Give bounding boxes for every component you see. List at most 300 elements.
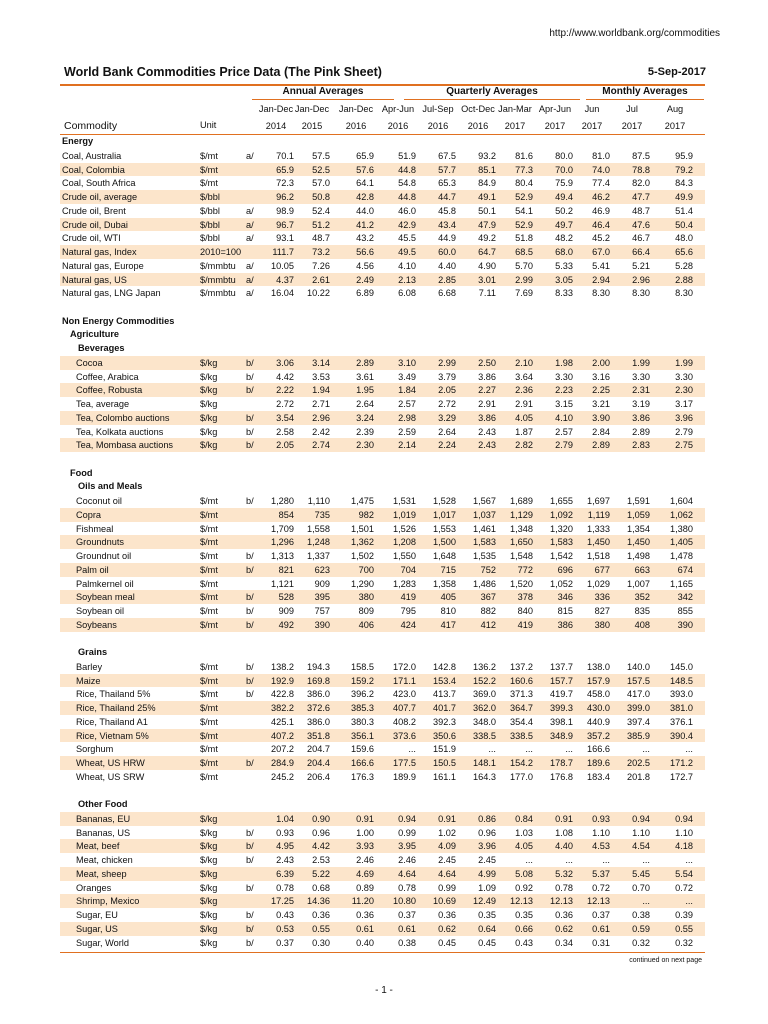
value-cell: 49.5 (398, 247, 416, 257)
value-cell: 3.96 (478, 841, 496, 852)
value-cell: 381.0 (670, 703, 693, 713)
commodity-name: Fishmeal (76, 523, 114, 534)
value-cell: 8.30 (592, 288, 610, 299)
value-cell: 354.4 (510, 716, 533, 727)
value-cell: 1,337 (307, 551, 330, 561)
value-cell: 1.08 (555, 827, 573, 838)
value-cell: 157.9 (587, 675, 610, 686)
value-cell: 735 (314, 509, 330, 520)
value-cell: 1,689 (510, 496, 533, 506)
value-cell: 159.6 (351, 744, 374, 755)
value-cell: 1,535 (473, 551, 496, 561)
value-cell: 424 (400, 619, 416, 630)
value-cell: 385.3 (351, 703, 374, 713)
value-cell: 192.9 (271, 675, 294, 686)
value-cell: 172.0 (393, 661, 416, 672)
unit-cell: $/kg (200, 813, 218, 824)
table-row (60, 383, 705, 397)
unit-cell: $/kg (200, 868, 218, 879)
value-cell: 0.62 (438, 923, 456, 934)
value-cell: 2.42 (312, 426, 330, 437)
value-cell: 2.72 (438, 399, 456, 409)
value-cell: 5.32 (555, 868, 573, 879)
value-cell: 338.5 (473, 730, 496, 741)
value-cell: 0.86 (478, 813, 496, 824)
column-header-period: Oct-Dec (461, 104, 495, 114)
value-cell: 164.3 (473, 771, 496, 782)
value-cell: 3.19 (632, 399, 650, 409)
commodity-name: Shrimp, Mexico (76, 896, 140, 907)
value-cell: 1.95 (356, 385, 374, 396)
value-cell: 46.2 (592, 192, 610, 202)
value-cell: 1,558 (307, 523, 330, 534)
value-cell: 810 (440, 606, 456, 616)
commodity-name: Crude oil, WTI (62, 233, 121, 244)
value-cell: 8.30 (675, 288, 693, 299)
table-row (60, 245, 705, 259)
value-cell: 422.8 (271, 689, 294, 700)
value-cell: 0.72 (592, 882, 610, 893)
value-cell: 177.0 (510, 771, 533, 782)
unit-cell: $/mt (200, 675, 218, 686)
value-cell: 72.3 (276, 178, 294, 189)
value-cell: 392.3 (433, 716, 456, 727)
unit-cell: $/mt (200, 509, 218, 520)
table-row (60, 715, 705, 729)
note-cell: b/ (246, 385, 254, 396)
value-cell: 2.43 (478, 440, 496, 451)
value-cell: 98.9 (276, 205, 294, 216)
commodity-name: Oranges (76, 882, 112, 893)
value-cell: 1,248 (307, 537, 330, 548)
value-cell: 0.37 (398, 910, 416, 920)
value-cell: 430.0 (587, 703, 610, 713)
value-cell: 350.6 (433, 730, 456, 741)
value-cell: 417 (440, 619, 456, 630)
value-cell: 0.32 (632, 937, 650, 948)
value-cell: 423.0 (393, 689, 416, 700)
value-cell: 0.94 (398, 813, 416, 824)
table-row (60, 149, 705, 163)
value-cell: 380.3 (351, 716, 374, 727)
value-cell: 4.90 (478, 260, 496, 271)
commodity-name: Groundnut oil (76, 551, 132, 561)
value-cell: 0.45 (478, 937, 496, 948)
value-cell: ... (565, 744, 573, 755)
commodity-name: Sugar, World (76, 937, 129, 948)
value-cell: 2.79 (675, 426, 693, 437)
value-cell: 45.2 (592, 233, 610, 244)
unit-cell: $/mt (200, 758, 218, 768)
unit-cell: $/kg (200, 937, 218, 948)
unit-cell: $/bbl (200, 192, 220, 202)
value-cell: 1,450 (587, 537, 610, 548)
value-cell: 408.2 (393, 716, 416, 727)
value-cell: 82.0 (632, 178, 650, 189)
value-cell: 3.24 (356, 412, 374, 423)
commodity-name: Wheat, US SRW (76, 771, 145, 782)
value-cell: 3.86 (632, 412, 650, 423)
value-cell: 2.22 (276, 385, 294, 396)
value-cell: 2.36 (515, 385, 533, 396)
value-cell: 2.79 (555, 440, 573, 451)
value-cell: 3.49 (398, 371, 416, 382)
value-cell: 0.96 (478, 827, 496, 838)
table-row (60, 590, 705, 604)
unit-cell: $/mt (200, 551, 218, 561)
value-cell: 0.94 (675, 813, 693, 824)
unit-cell: $/bbl (200, 205, 220, 216)
unit-cell: $/mt (200, 564, 218, 575)
note-cell: b/ (246, 440, 254, 451)
value-cell: 5.70 (515, 260, 533, 271)
value-cell: ... (642, 744, 650, 755)
note-cell: b/ (246, 827, 254, 838)
commodity-name: Coffee, Robusta (76, 385, 143, 396)
value-cell: 395 (314, 592, 330, 603)
unit-cell: $/bbl (200, 233, 220, 244)
value-cell: 1,348 (510, 523, 533, 534)
value-cell: 166.6 (587, 744, 610, 755)
source-url[interactable]: http://www.worldbank.org/commodities (549, 28, 720, 39)
value-cell: 10.80 (393, 896, 416, 907)
value-cell: 4.10 (398, 260, 416, 271)
note-cell: a/ (246, 260, 254, 271)
unit-cell: $/mt (200, 661, 218, 672)
value-cell: 201.8 (627, 771, 650, 782)
value-cell: 371.3 (510, 689, 533, 700)
value-cell: 1,550 (393, 551, 416, 561)
unit-cell: 2010=100 (200, 247, 242, 257)
value-cell: 0.53 (276, 923, 294, 934)
value-cell: 49.9 (675, 192, 693, 202)
value-cell: ... (525, 855, 533, 865)
table-row (60, 204, 705, 218)
value-cell: 458.0 (587, 689, 610, 700)
value-cell: 390 (314, 619, 330, 630)
value-cell: 154.2 (510, 758, 533, 768)
value-cell: 111.7 (272, 247, 294, 257)
table-row (60, 273, 705, 287)
value-cell: 171.2 (670, 758, 693, 768)
value-cell: 2.43 (478, 426, 496, 437)
value-cell: 1,358 (433, 578, 456, 589)
value-cell: 52.9 (515, 192, 533, 202)
value-cell: 2.10 (515, 357, 533, 368)
column-header-year: 2016 (345, 121, 367, 131)
value-cell: 1,478 (670, 551, 693, 561)
value-cell: 87.5 (632, 150, 650, 161)
value-cell: 1,362 (351, 537, 374, 548)
value-cell: 417.0 (627, 689, 650, 700)
value-cell: 41.2 (356, 219, 374, 230)
unit-cell: $/mt (200, 716, 218, 727)
value-cell: 2.64 (438, 426, 456, 437)
value-cell: 77.4 (592, 178, 610, 189)
value-cell: 245.2 (271, 771, 294, 782)
value-cell: 1.99 (675, 357, 693, 368)
column-header-year: 2016 (427, 121, 449, 131)
value-cell: 2.85 (438, 274, 456, 285)
value-cell: 166.6 (351, 758, 374, 768)
section-heading: Grains (78, 647, 108, 657)
value-cell: 1.94 (312, 385, 330, 396)
value-cell: 0.62 (555, 923, 573, 934)
value-cell: 3.06 (276, 357, 294, 368)
value-cell: 5.21 (632, 260, 650, 271)
value-cell: 419 (517, 619, 533, 630)
value-cell: 85.1 (478, 164, 496, 175)
value-cell: 882 (480, 606, 496, 616)
column-header-year: 2017 (544, 121, 566, 131)
value-cell: 715 (440, 564, 456, 575)
value-cell: 0.39 (675, 910, 693, 920)
value-cell: 352 (634, 592, 650, 603)
value-cell: 68.5 (515, 247, 533, 257)
value-cell: 1,354 (627, 523, 650, 534)
unit-cell: $/kg (200, 357, 218, 368)
value-cell: 342 (677, 592, 693, 603)
value-cell: 2.49 (356, 274, 374, 285)
unit-cell: $/kg (200, 371, 218, 382)
column-header-period: Jul (626, 104, 638, 114)
value-cell: 42.8 (356, 192, 374, 202)
value-cell: 204.4 (307, 758, 330, 768)
value-cell: 152.2 (473, 675, 496, 686)
value-cell: 2.30 (356, 440, 374, 451)
value-cell: 795 (400, 606, 416, 616)
table-row (60, 742, 705, 756)
value-cell: 0.70 (632, 882, 650, 893)
value-cell: 2.71 (312, 399, 330, 409)
value-cell: 14.36 (307, 896, 330, 907)
commodity-name: Crude oil, Brent (62, 205, 126, 216)
value-cell: 1,296 (271, 537, 294, 548)
value-cell: 1,019 (393, 509, 416, 520)
value-cell: 398.1 (550, 716, 573, 727)
value-cell: 3.29 (438, 412, 456, 423)
value-cell: 2.96 (312, 412, 330, 423)
table-row (60, 839, 705, 853)
value-cell: 176.3 (351, 771, 374, 782)
value-cell: 0.35 (515, 910, 533, 920)
value-cell: 677 (594, 564, 610, 575)
value-cell: 369.0 (473, 689, 496, 700)
value-cell: 1,029 (587, 578, 610, 589)
value-cell: 2.57 (555, 426, 573, 437)
commodity-name: Rice, Thailand 5% (76, 689, 151, 700)
value-cell: 367 (480, 592, 496, 603)
value-cell: 1,450 (627, 537, 650, 548)
group-annual-averages: Annual Averages (282, 86, 364, 97)
value-cell: 1,475 (351, 496, 374, 506)
unit-cell: $/kg (200, 385, 218, 396)
value-cell: 0.78 (398, 882, 416, 893)
note-cell: b/ (246, 661, 254, 672)
value-cell: 207.2 (271, 744, 294, 755)
value-cell: 75.9 (555, 178, 573, 189)
value-cell: 17.25 (271, 896, 294, 907)
value-cell: 386.0 (307, 689, 330, 700)
value-cell: 3.30 (675, 371, 693, 382)
commodity-name: Meat, sheep (76, 868, 127, 879)
commodity-name: Crude oil, Dubai (62, 219, 128, 230)
commodity-name: Rice, Thailand A1 (76, 716, 148, 727)
note-cell: b/ (246, 606, 254, 616)
value-cell: 2.46 (356, 855, 374, 865)
commodity-name: Coconut oil (76, 496, 122, 506)
value-cell: 52.5 (312, 164, 330, 175)
value-cell: 46.0 (398, 205, 416, 216)
table-row (60, 867, 705, 881)
value-cell: 8.30 (632, 288, 650, 299)
commodity-name: Coal, Australia (62, 150, 122, 161)
unit-cell: $/mt (200, 606, 218, 616)
value-cell: 2.57 (398, 399, 416, 409)
commodity-name: Soybean oil (76, 606, 125, 616)
value-cell: 4.53 (592, 841, 610, 852)
value-cell: ... (525, 744, 533, 755)
note-cell: a/ (246, 150, 254, 161)
unit-cell: $/mmbtu (200, 274, 236, 285)
column-header-period: Jan-Dec (294, 104, 330, 114)
value-cell: 4.42 (276, 371, 294, 382)
column-header-year: 2017 (504, 121, 526, 131)
value-cell: 2.05 (276, 440, 294, 451)
value-cell: ... (685, 896, 693, 907)
value-cell: 3.61 (356, 371, 374, 382)
value-cell: 385.9 (627, 730, 650, 741)
value-cell: 3.16 (592, 371, 610, 382)
unit-cell: $/kg (200, 841, 218, 852)
value-cell: 1.03 (515, 827, 533, 838)
table-row (60, 370, 705, 384)
value-cell: 1,697 (587, 496, 610, 506)
commodity-name: Natural gas, LNG Japan (62, 288, 161, 299)
value-cell: 1,542 (550, 551, 573, 561)
table-row (60, 397, 705, 411)
value-cell: 406 (358, 619, 374, 630)
value-cell: 183.4 (587, 771, 610, 782)
value-cell: 2.45 (478, 855, 496, 865)
note-cell: a/ (246, 288, 254, 299)
value-cell: 393.0 (670, 689, 693, 700)
value-cell: 1.00 (356, 827, 374, 838)
value-cell: 68.0 (555, 247, 573, 257)
section-heading: Non Energy Commodities (62, 315, 175, 326)
note-cell: a/ (246, 274, 254, 285)
value-cell: 0.84 (515, 813, 533, 824)
value-cell: 80.4 (515, 178, 533, 189)
value-cell: 1,553 (433, 523, 456, 534)
unit-cell: $/kg (200, 855, 218, 865)
commodity-name: Tea, Mombasa auctions (76, 440, 174, 451)
section-heading: Agriculture (70, 329, 120, 340)
value-cell: 84.9 (478, 178, 496, 189)
value-cell: 0.43 (276, 910, 294, 920)
table-row (60, 438, 705, 452)
value-cell: 1,531 (393, 496, 416, 506)
value-cell: 378 (517, 592, 533, 603)
value-cell: 356.1 (351, 730, 374, 741)
value-cell: 1,648 (433, 551, 456, 561)
value-cell: 6.08 (398, 288, 416, 299)
value-cell: 372.6 (307, 703, 330, 713)
column-header-period: Jul-Sep (422, 104, 454, 114)
value-cell: 815 (557, 606, 573, 616)
value-cell: 3.14 (312, 357, 330, 368)
value-cell: 752 (480, 564, 496, 575)
value-cell: 2.64 (356, 399, 374, 409)
commodity-name: Cocoa (76, 357, 103, 368)
value-cell: 4.40 (555, 841, 573, 852)
value-cell: 1,548 (510, 551, 533, 561)
value-cell: 1.99 (632, 357, 650, 368)
value-cell: 2.98 (398, 412, 416, 423)
value-cell: 0.36 (356, 910, 374, 920)
value-cell: 2.84 (592, 426, 610, 437)
table-row (60, 826, 705, 840)
page-number: - 1 - (375, 985, 393, 996)
commodity-name: Coal, South Africa (62, 178, 136, 189)
column-header-period: Aug (666, 104, 684, 114)
value-cell: 390 (677, 619, 693, 630)
value-cell: 704 (400, 564, 416, 575)
table-row (60, 770, 705, 784)
value-cell: 2.72 (276, 399, 294, 409)
value-cell: 1,165 (670, 578, 693, 589)
value-cell: 0.36 (438, 910, 456, 920)
value-cell: 57.7 (438, 164, 456, 175)
value-cell: 1,290 (351, 578, 374, 589)
value-cell: 47.6 (632, 219, 650, 230)
column-header-year: 2017 (621, 121, 643, 131)
value-cell: 3.93 (356, 841, 374, 852)
value-cell: 6.39 (276, 868, 294, 879)
note-cell: b/ (246, 371, 254, 382)
value-cell: 4.42 (312, 841, 330, 852)
value-cell: 0.37 (592, 910, 610, 920)
table-row (60, 286, 705, 300)
value-cell: 7.69 (515, 288, 533, 299)
value-cell: 364.7 (510, 703, 533, 713)
value-cell: 93.1 (276, 233, 294, 244)
value-cell: 5.28 (675, 260, 693, 271)
value-cell: 65.9 (276, 164, 294, 175)
column-header-year: 2016 (387, 121, 409, 131)
value-cell: 70.0 (555, 164, 573, 175)
unit-cell: $/mt (200, 730, 218, 741)
value-cell: 4.56 (356, 260, 374, 271)
value-cell: 0.91 (356, 813, 374, 824)
value-cell: 137.2 (510, 661, 533, 672)
value-cell: 1,520 (510, 578, 533, 589)
value-cell: 4.10 (555, 412, 573, 423)
commodity-name: Natural gas, US (62, 274, 127, 285)
commodity-name: Meat, chicken (76, 855, 133, 865)
value-cell: 202.5 (627, 758, 650, 768)
value-cell: 2.94 (592, 274, 610, 285)
value-cell: 0.99 (398, 827, 416, 838)
value-cell: 12.13 (587, 896, 610, 907)
value-cell: 3.96 (675, 412, 693, 423)
value-cell: 1,129 (510, 509, 533, 520)
value-cell: 0.36 (312, 910, 330, 920)
unit-cell: $/bbl (200, 219, 220, 230)
value-cell: 0.38 (632, 910, 650, 920)
value-cell: 821 (278, 564, 294, 575)
table-row (60, 356, 705, 370)
